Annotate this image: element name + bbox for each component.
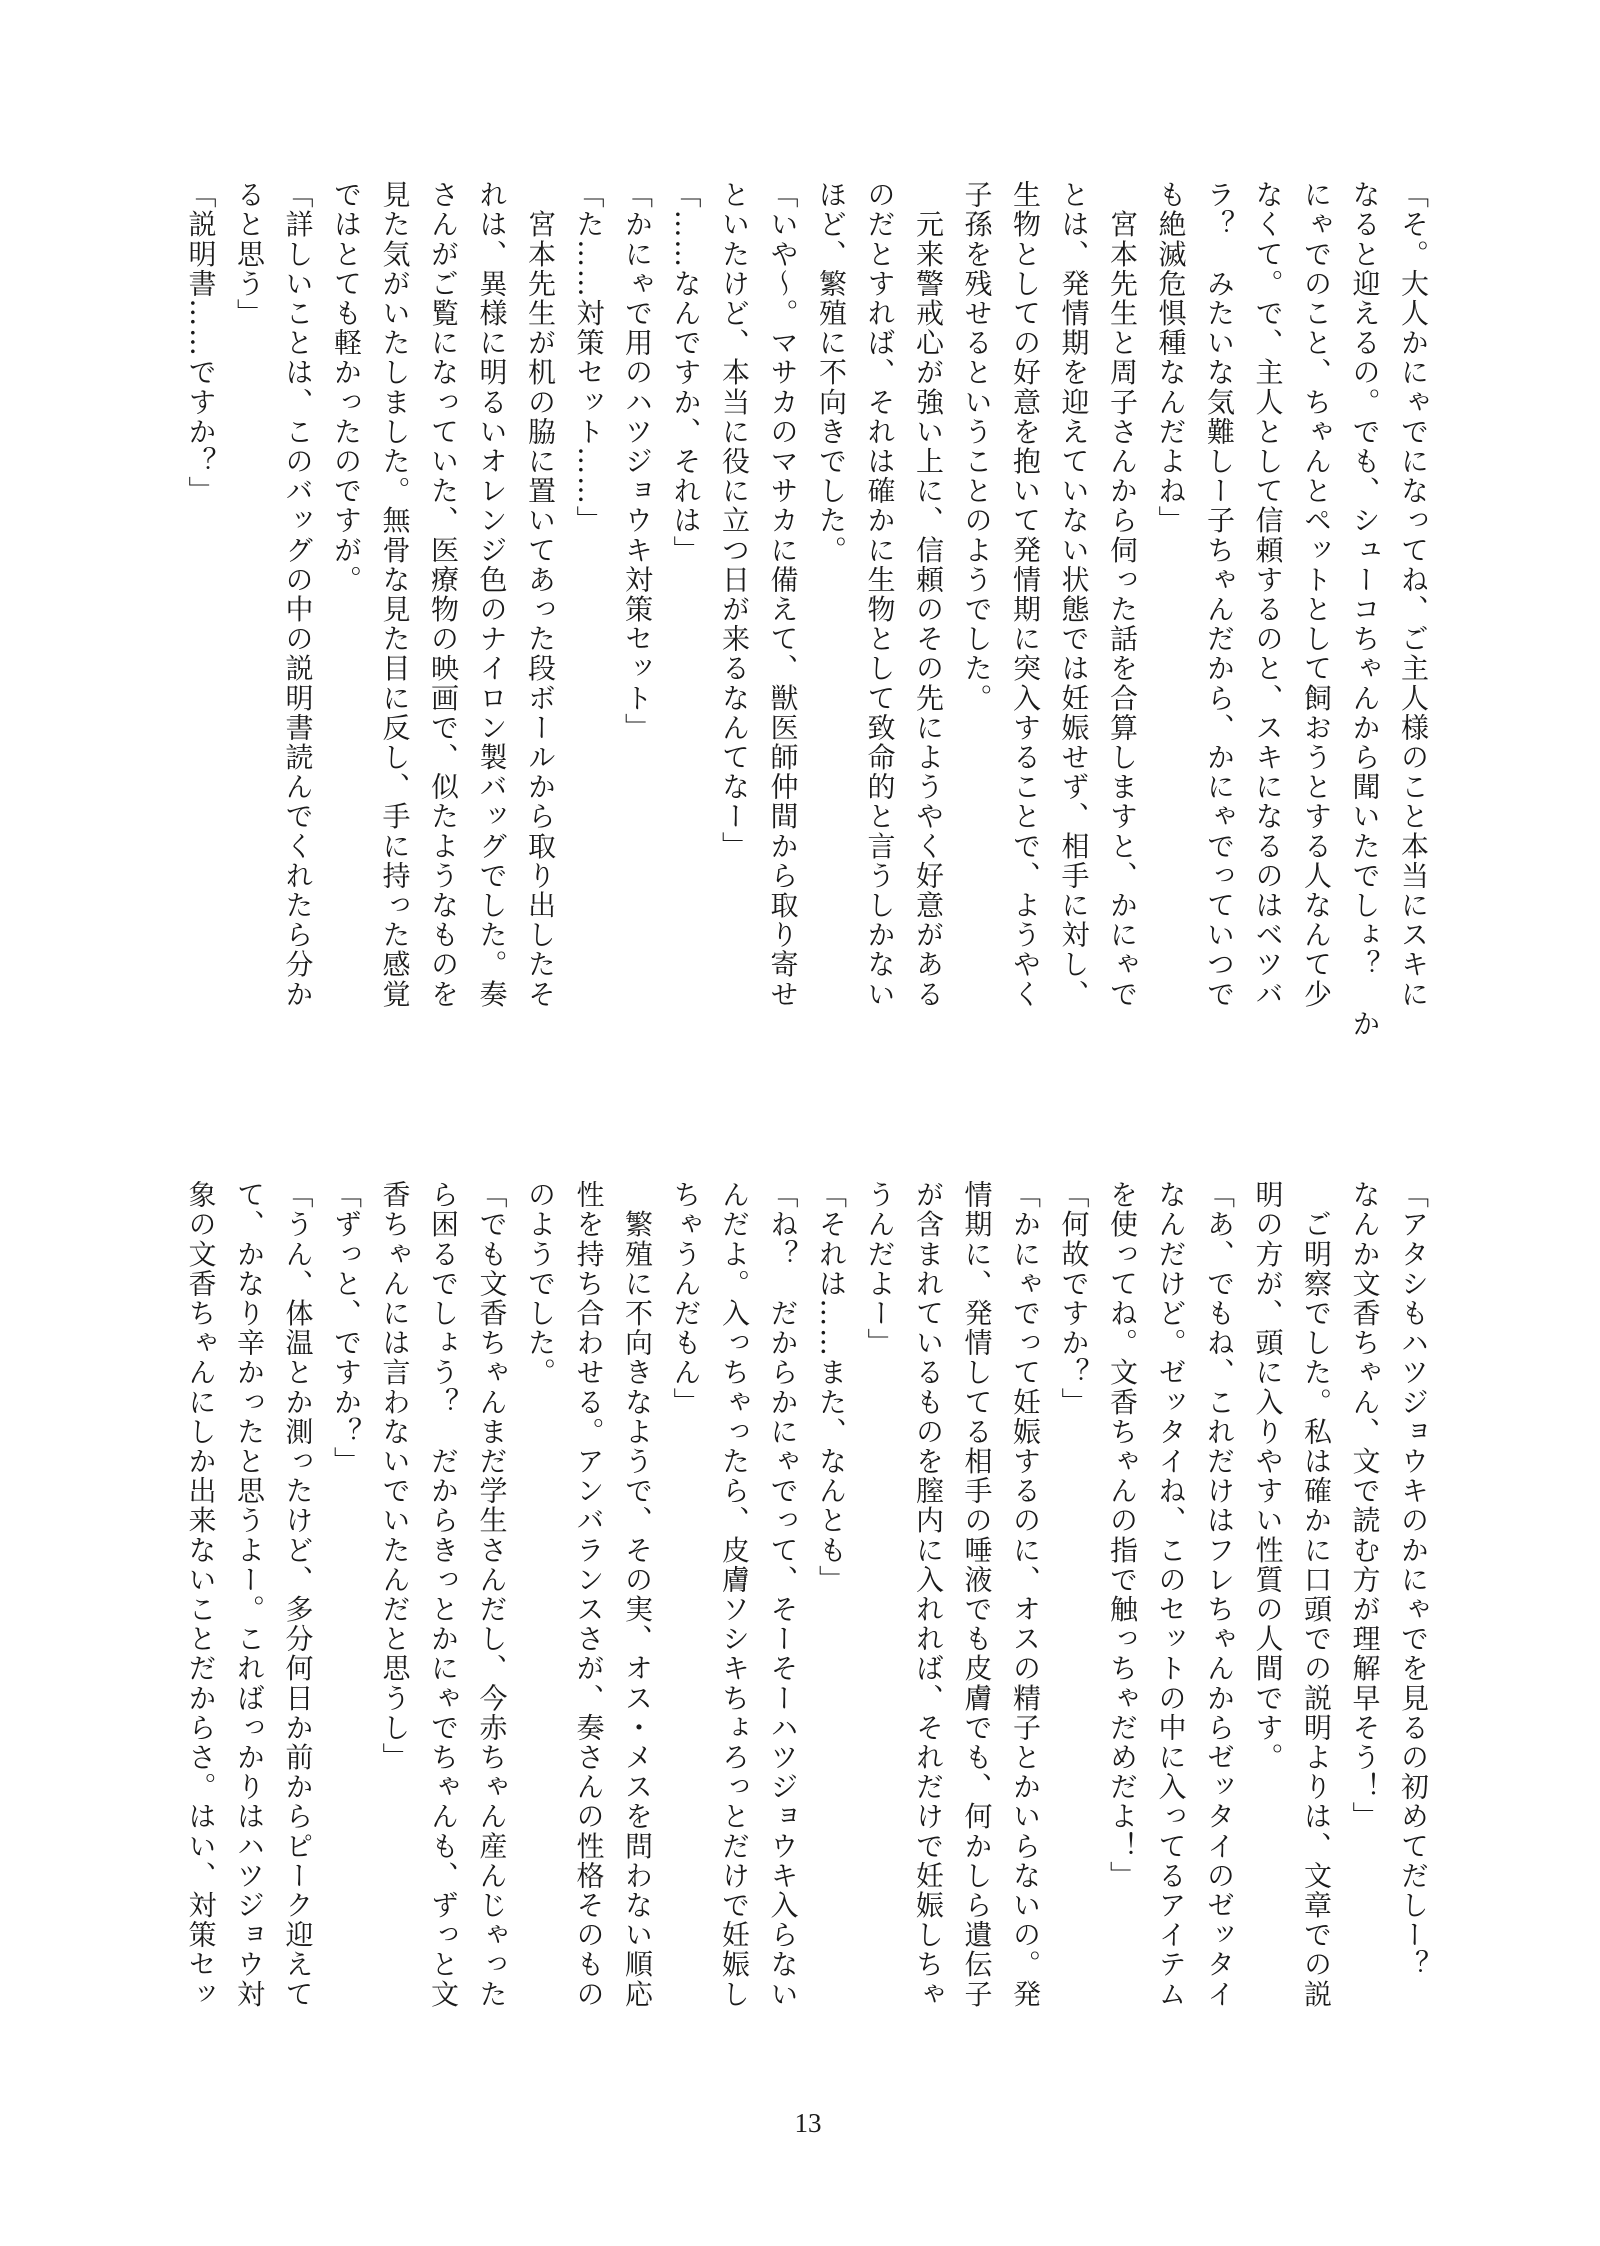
text-line: 「何故ですか？」 — [1057, 1180, 1091, 1417]
text-line: 「ね？ だからかにゃでって、そーそーハツジョウキ入らない — [766, 1180, 800, 2009]
text-line: 宮本先生が机の脇に置いてあった段ボールから取り出したそ — [524, 180, 557, 1009]
text-line: 元来警戒心が強い上に、信頼のその先にようやく好意がある — [912, 180, 945, 1009]
text-line: にゃでのこと、ちゃんとペットとして飼おうとする人なんて少 — [1300, 180, 1333, 1009]
text-line: 「うん、体温とか測ったけど、多分何日か前からピーク迎えて — [281, 1180, 315, 2009]
text-line: も絶滅危惧種なんだよね」 — [1154, 180, 1188, 536]
text-line: 情期に、発情してる相手の唾液でも皮膚でも、何かしら遺伝子 — [960, 1180, 994, 2009]
text-line: 「それは……また、なんとも」 — [815, 1180, 848, 1595]
text-block-lower — [176, 1180, 1437, 2060]
text-line: のだとすれば、それは確かに生物として致命的と言うしかない — [863, 180, 897, 1009]
text-line: ではとても軽かったのですが。 — [330, 180, 363, 595]
text-line: 「いや～。マサカのマサカに備えて、獣医師仲間から取り寄せ — [766, 180, 800, 1009]
text-line: さんがご覧になっていた、医療物の映画で、似たようなものを — [427, 180, 460, 1009]
text-line: 香ちゃんには言わないでいたんだと思うし」 — [378, 1180, 412, 1772]
text-line: ご明察でした。私は確かに口頭での説明よりは、文章での説 — [1300, 1180, 1333, 2009]
text-line: うんだよー」 — [863, 1180, 897, 1358]
text-line: 生物としての好意を抱いて発情期に突入することで、ようやく — [1009, 180, 1042, 1009]
text-line: とは、発情期を迎えていない状態では妊娠せず、相手に対し、 — [1057, 180, 1091, 1009]
text-line: が含まれているものを膣内に入れれば、それだけで妊娠しちゃ — [912, 1180, 945, 2009]
text-block-upper — [176, 180, 1437, 1080]
text-line: て、かなり辛かったと思うよー。こればっかりはハツジョウ対 — [233, 1180, 266, 2009]
text-line: なんか文香ちゃん、文で読む方が理解早そう！」 — [1348, 1180, 1382, 1832]
text-line: 「詳しいことは、このバッグの中の説明書読んでくれたら分か — [281, 180, 315, 1009]
page-number: 13 — [794, 2108, 822, 2138]
text-line: を使ってね。文香ちゃんの指で触っちゃだめだよ！」 — [1106, 1180, 1139, 1891]
text-line: 「アタシもハツジョウキのかにゃでを見るの初めてだしー？ — [1397, 1180, 1430, 1980]
text-line: ちゃうんだもん」 — [669, 1180, 703, 1417]
text-line: んだよ。入っちゃったら、皮膚ソシキちょろっとだけで妊娠し — [718, 1180, 751, 2009]
text-line: ラ？ みたいな気難しー子ちゃんだから、かにゃでっていつで — [1203, 180, 1236, 1009]
text-line: なると迎えるの。でも、シューコちゃんから聞いたでしょ？ か — [1348, 180, 1382, 1039]
text-line: 見た気がいたしました。無骨な見た目に反し、手に持った感覚 — [378, 180, 412, 1009]
text-line: 「でも文香ちゃんまだ学生さんだし、今赤ちゃん産んじゃった — [475, 1180, 509, 2009]
text-line: 「……なんですか、それは」 — [669, 180, 703, 565]
text-line: といたけど、本当に役に立つ日が来るなんてなー」 — [718, 180, 751, 861]
text-line: 「かにゃで用のハツジョウキ対策セット」 — [621, 180, 654, 743]
text-line: 「説明書……ですか？」 — [184, 180, 218, 506]
text-line: 明の方が、頭に入りやすい性質の人間です。 — [1251, 1180, 1285, 1772]
text-line: なんだけど。ゼッタイね、このセットの中に入ってるアイテム — [1154, 1180, 1188, 2009]
text-line: 「た……対策セット……」 — [572, 180, 606, 536]
text-line: 「ずっと、ですか？」 — [330, 1180, 363, 1476]
text-line: ら困るでしょう？ だからきっとかにゃでちゃんも、ずっと文 — [427, 1180, 460, 2009]
text-line: 「かにゃでって妊娠するのに、オスの精子とかいらないの。発 — [1009, 1180, 1042, 2009]
text-line: れは、異様に明るいオレンジ色のナイロン製バッグでした。奏 — [475, 180, 509, 1009]
text-line: 性を持ち合わせる。アンバランスさが、奏さんの性格そのもの — [572, 1180, 606, 2009]
text-line: なくて。で、主人として信頼するのと、スキになるのはベツバ — [1251, 180, 1285, 1009]
text-line: 子孫を残せるということのようでした。 — [960, 180, 994, 713]
text-line: ると思う」 — [233, 180, 266, 328]
text-line: ほど、繁殖に不向きでした。 — [815, 180, 848, 565]
text-line: 「あ、でもね、これだけはフレちゃんからゼッタイのゼッタイ — [1203, 1180, 1236, 2009]
text-line: 宮本先生と周子さんから伺った話を合算しますと、かにゃで — [1106, 180, 1139, 1009]
text-line: のようでした。 — [524, 1180, 557, 1388]
text-line: 「そ。大人かにゃでになってね、ご主人様のこと本当にスキに — [1397, 180, 1430, 1009]
text-line: 象の文香ちゃんにしか出来ないことだからさ。はい、対策セッ — [184, 1180, 218, 2009]
text-line: 繁殖に不向きなようで、その実、オス・メスを問わない順応 — [621, 1180, 654, 2009]
